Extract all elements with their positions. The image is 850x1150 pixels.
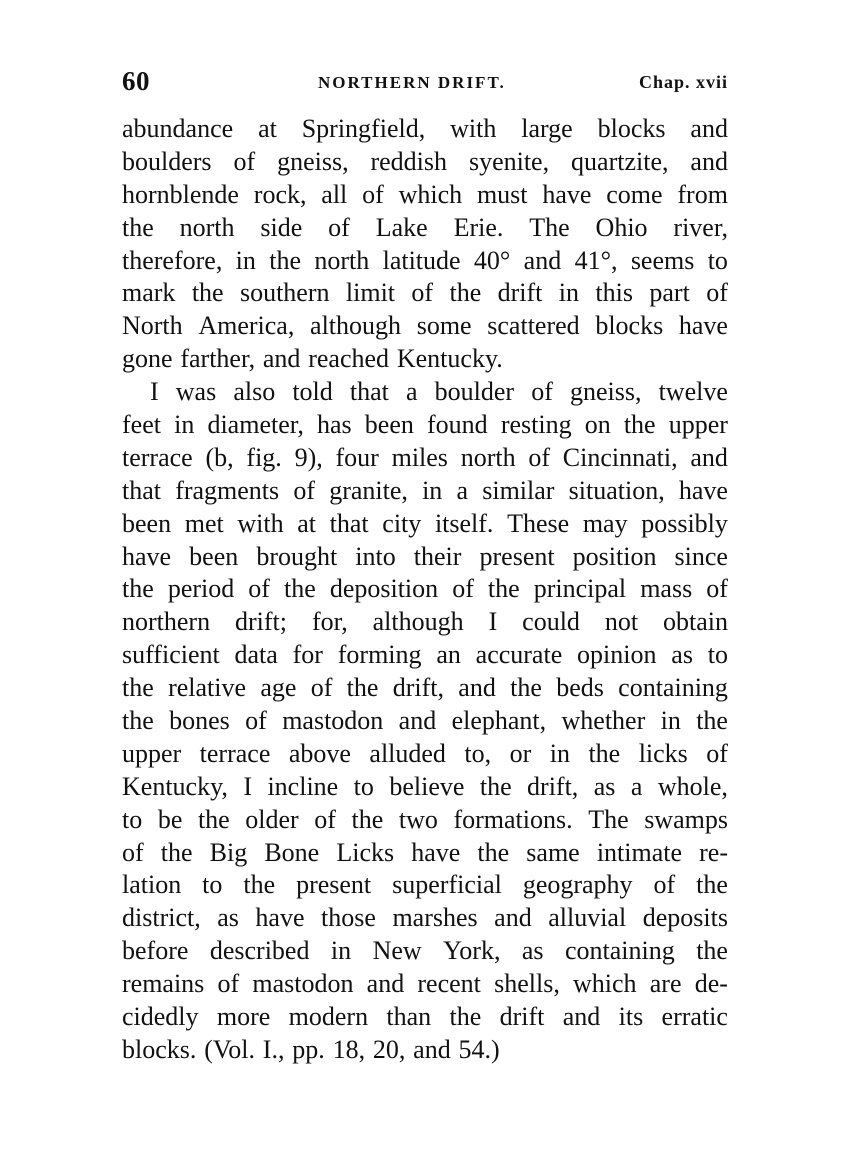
text-line: terrace (b, fig. 9), four miles north of Cincinnati, and: [122, 442, 728, 472]
text-line: lation to the present superficial geography of the: [122, 870, 728, 900]
text-line: cidedly more modern than the drift and its erratic: [122, 1002, 728, 1032]
text-line: the bones of mastodon and elephant, whether in the: [122, 706, 728, 736]
text-line: blocks. (Vol. I., pp. 18, 20, and 54.): [122, 1034, 500, 1064]
text-line: to be the older of the two formations. The swamps: [122, 804, 728, 834]
text-line: remains of mastodon and recent shells, which are de-: [122, 969, 728, 999]
text-line: mark the southern limit of the drift in this part of: [122, 278, 728, 308]
text-line: I was also told that a boulder of gneiss, twelve: [150, 377, 728, 407]
text-line: that fragments of granite, in a similar situation, have: [122, 475, 728, 505]
text-line: the period of the deposition of the principal mass of: [122, 574, 728, 604]
running-title: NORTHERN DRIFT.: [318, 73, 506, 92]
text-line: hornblende rock, all of which must have come from: [122, 179, 728, 209]
text-line: Kentucky, I incline to believe the drift, as a whole,: [122, 771, 728, 801]
text-line: boulders of gneiss, reddish syenite, quartzite, and: [122, 146, 728, 176]
text-line: have been brought into their present position since: [122, 541, 728, 571]
text-line: therefore, in the north latitude 40° and 41°, seems to: [122, 245, 728, 275]
running-head: [122, 66, 728, 100]
text-line: before described in New York, as containing the: [122, 936, 728, 966]
page-number: 60: [122, 66, 150, 96]
text-line: upper terrace above alluded to, or in the licks of: [122, 738, 728, 768]
text-line: the north side of Lake Erie. The Ohio river,: [122, 212, 728, 242]
body-text: [122, 113, 728, 1067]
text-line: North America, although some scattered blocks have: [122, 311, 728, 341]
text-line: gone farther, and reached Kentucky.: [122, 344, 503, 374]
text-line: been met with at that city itself. These may possibly: [122, 508, 728, 538]
text-line: the relative age of the drift, and the beds containing: [122, 673, 728, 703]
chapter-reference: Chap. xvii: [638, 72, 728, 92]
text-line: sufficient data for forming an accurate opinion as to: [122, 640, 728, 670]
text-line: abundance at Springfield, with large blocks and: [122, 114, 728, 143]
text-line: of the Big Bone Licks have the same intimate re-: [122, 837, 728, 867]
text-line: northern drift; for, although I could not obtain: [122, 607, 728, 637]
text-line: feet in diameter, has been found resting on the upper: [122, 410, 728, 440]
text-line: district, as have those marshes and alluvial deposits: [122, 903, 728, 933]
